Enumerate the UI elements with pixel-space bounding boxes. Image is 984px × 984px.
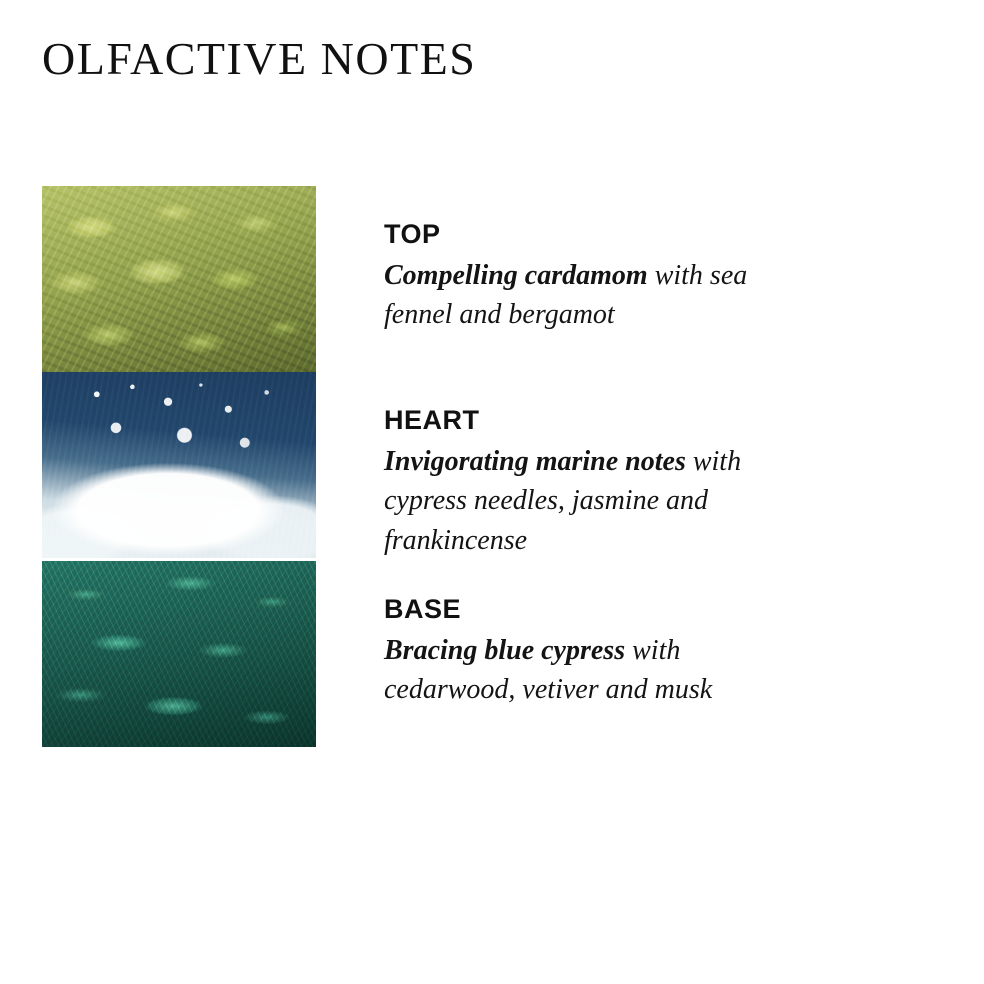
blue-cypress-foliage-photo — [42, 561, 316, 747]
note-row — [42, 186, 802, 372]
note-lead-base: Bracing blue cypress — [384, 634, 626, 666]
note-row — [42, 372, 802, 561]
note-lead-top: Compelling cardamom — [384, 259, 648, 291]
note-description-top — [384, 256, 802, 336]
note-rest-heart: with cypress needles, jasmine and frankincense — [384, 445, 742, 557]
note-text — [316, 372, 802, 561]
sea-spray-photo — [42, 372, 316, 558]
note-row — [42, 561, 802, 747]
note-label-base: BASE — [384, 593, 462, 624]
note-description-base — [384, 631, 802, 711]
note-description-heart — [384, 442, 802, 561]
note-rest-top: with sea fennel and bergamot — [384, 259, 748, 331]
note-lead-heart: Invigorating marine notes — [384, 445, 686, 477]
note-label-heart: HEART — [384, 405, 480, 435]
note-text — [316, 186, 802, 335]
note-label-top: TOP — [384, 219, 441, 249]
note-text — [316, 561, 802, 710]
page-title: OLFACTIVE NOTES — [42, 33, 477, 84]
cardamom-pods-photo — [42, 186, 316, 372]
note-rest-base: with cedarwood, vetiver and musk — [384, 634, 713, 706]
notes-list — [42, 186, 802, 747]
